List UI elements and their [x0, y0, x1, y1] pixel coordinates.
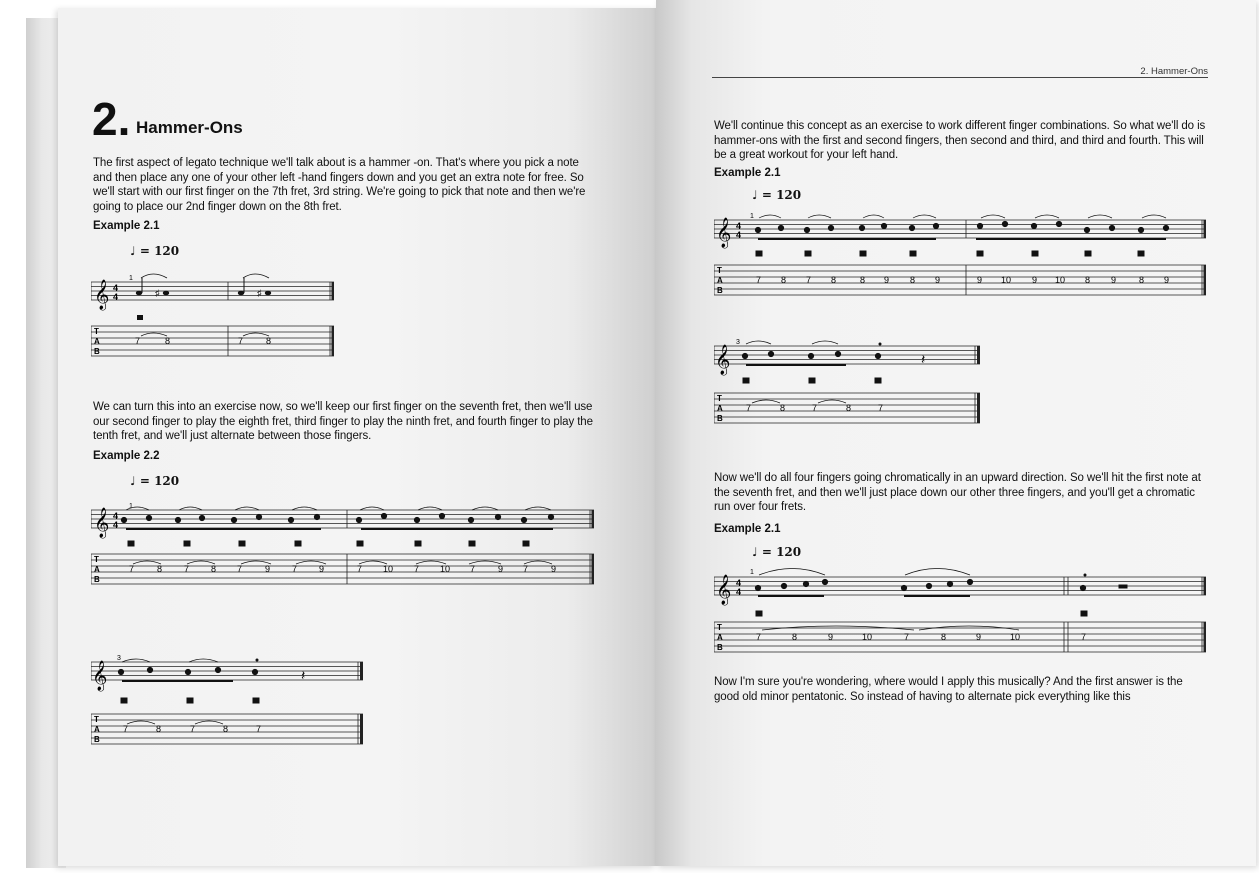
tab-number: 8	[910, 275, 916, 285]
tab-number: 10	[1001, 275, 1012, 285]
svg-text:A: A	[717, 404, 723, 413]
tab-number: 9	[1111, 275, 1117, 285]
tab-number: 8	[831, 275, 837, 285]
example-label: Example 2.2	[93, 450, 160, 462]
svg-text:♯: ♯	[155, 288, 160, 298]
notation-example-b	[91, 498, 601, 608]
tab-number: 8	[223, 724, 229, 734]
tab-number: 9	[935, 275, 941, 285]
tab-number: 10	[383, 564, 394, 574]
tab-number: 7	[756, 275, 762, 285]
svg-text:B: B	[717, 414, 723, 423]
svg-text:T: T	[717, 266, 722, 275]
tab-number: 8	[156, 724, 162, 734]
tab-number: 9	[498, 564, 504, 574]
tab-number: 8	[266, 336, 272, 346]
svg-text:A: A	[94, 565, 100, 574]
tab-number: 9	[1164, 275, 1170, 285]
exercise-paragraph: We can turn this into an exercise now, so we'll keep our first finger on the seventh fret, then we'll use our second finger to play the eighth fret, third finger to play the ninth fret, and fourth finger to play the tenth fret, and we'll just alternate between those fingers.	[93, 401, 593, 442]
notation-example-c-measure-3	[714, 332, 984, 442]
tab-number: 7	[756, 632, 762, 642]
tab-number: 7	[470, 564, 476, 574]
tab-number: 8	[1139, 275, 1145, 285]
running-header: 2. Hammer-Ons	[1140, 66, 1208, 77]
measure-number: 3	[736, 339, 740, 346]
svg-text:T: T	[94, 715, 99, 724]
tempo-marking: ♩ = 120	[752, 188, 802, 202]
example-label: Example 2.1	[714, 167, 781, 179]
example-label: Example 2.1	[93, 220, 160, 232]
tab-number: 7	[292, 564, 298, 574]
tab-number: 10	[440, 564, 451, 574]
tab-number: 7	[1081, 632, 1087, 642]
tab-number: 7	[878, 403, 884, 413]
tab-number: 9	[265, 564, 271, 574]
measure-number: 3	[117, 655, 121, 662]
svg-text:4: 4	[736, 587, 742, 597]
tab-number: 8	[941, 632, 947, 642]
chapter-title: Hammer-Ons	[136, 118, 243, 137]
tab-number: 7	[904, 632, 910, 642]
notation-example-d	[714, 564, 1210, 668]
notation-example-a	[91, 270, 341, 380]
notation-example-b-measure-3	[91, 644, 371, 762]
tab-number: 7	[237, 564, 243, 574]
svg-text:B: B	[94, 735, 100, 744]
svg-text:T: T	[94, 327, 99, 336]
pentatonic-paragraph: Now I'm sure you're wondering, where would I apply this musically? And the first answer is the good old minor pentatonic. So instead of having to alternate pick everything like this	[714, 676, 1183, 703]
tempo-marking: ♩ = 120	[752, 545, 802, 559]
measure-number: 1	[750, 213, 754, 220]
svg-text:T: T	[717, 394, 722, 403]
tab-number: 10	[1055, 275, 1066, 285]
svg-text:𝄽: 𝄽	[921, 351, 926, 367]
svg-text:4: 4	[113, 511, 119, 521]
tab-number: 8	[157, 564, 163, 574]
svg-text:A: A	[94, 337, 100, 346]
measure-number: 1	[750, 569, 754, 576]
treble-clef-icon: 𝄞	[92, 660, 108, 690]
svg-text:B: B	[94, 575, 100, 584]
treble-clef-icon: 𝄞	[716, 217, 732, 247]
svg-text:T: T	[717, 623, 722, 632]
tab-number: 8	[781, 275, 787, 285]
header-rule	[712, 77, 1208, 78]
tab-number: 7	[256, 724, 262, 734]
svg-text:T: T	[94, 555, 99, 564]
svg-text:♯: ♯	[257, 288, 262, 298]
left-page	[58, 8, 656, 866]
notation-example-c	[714, 208, 1210, 310]
intro-paragraph: We'll continue this concept as an exercise to work different finger combinations. So what we'll do is hammer-ons with the first and second fingers, then second and third, and third and fourth. This will be a great workout for your left hand.	[714, 120, 1206, 161]
measure-number: 1	[129, 275, 133, 282]
tab-number: 9	[977, 275, 983, 285]
right-page	[656, 0, 1256, 866]
svg-text:4: 4	[113, 283, 119, 293]
svg-text:4: 4	[113, 520, 119, 530]
svg-text:A: A	[717, 633, 723, 642]
tab-number: 8	[860, 275, 866, 285]
tab-number: 8	[165, 336, 171, 346]
svg-text:A: A	[94, 725, 100, 734]
tab-number: 8	[780, 403, 786, 413]
measure-number: 1	[129, 503, 133, 510]
treble-clef-icon: 𝄞	[716, 574, 732, 604]
tab-number: 9	[319, 564, 325, 574]
tab-number: 9	[551, 564, 557, 574]
tab-number: 9	[884, 275, 890, 285]
tab-number: 10	[862, 632, 873, 642]
tab-number: 7	[806, 275, 812, 285]
tab-number: 7	[746, 403, 752, 413]
tab-number: 8	[846, 403, 852, 413]
chromatic-paragraph: Now we'll do all four fingers going chromatically in an upward direction. So we'll hit the first note at the seventh fret, and then we'll just place down our other three fingers, and you'll get a chromatic run over four frets.	[714, 472, 1201, 513]
tempo-marking: ♩ = 120	[130, 244, 180, 258]
tab-number: 9	[976, 632, 982, 642]
svg-text:B: B	[94, 347, 100, 356]
svg-text:4: 4	[113, 292, 119, 302]
svg-text:4: 4	[736, 578, 742, 588]
example-label: Example 2.1	[714, 523, 781, 535]
tab-number: 7	[523, 564, 529, 574]
svg-text:B: B	[717, 643, 723, 652]
svg-text:B: B	[717, 286, 723, 295]
tab-number: 9	[828, 632, 834, 642]
tab-number: 7	[190, 724, 196, 734]
tab-number: 7	[123, 724, 129, 734]
tab-number: 8	[211, 564, 217, 574]
tab-number: 7	[414, 564, 420, 574]
svg-text:𝄽: 𝄽	[301, 667, 306, 683]
treble-clef-icon: 𝄞	[94, 507, 110, 537]
treble-clef-icon: 𝄞	[715, 344, 731, 374]
tab-number: 10	[1010, 632, 1021, 642]
tab-number: 9	[1032, 275, 1038, 285]
tab-number: 7	[238, 336, 244, 346]
svg-text:A: A	[717, 276, 723, 285]
intro-paragraph: The first aspect of legato technique we'll talk about is a hammer -on. That's where you pick a note and then place any one of your other left -hand fingers down and you get an extra note for free. So we'll start with our first finger on the 7th fret, 3rd string. We're going to pick that note and then we're going to place our 2nd finger down on the 8th fret.	[93, 157, 586, 213]
tab-number: 7	[129, 564, 135, 574]
tab-number: 7	[184, 564, 190, 574]
tab-number: 8	[1085, 275, 1091, 285]
svg-text:4: 4	[736, 230, 742, 240]
svg-text:4: 4	[736, 221, 742, 231]
chapter-number: 2.	[92, 93, 131, 145]
tab-number: 8	[792, 632, 798, 642]
tab-number: 7	[357, 564, 363, 574]
tab-number: 7	[812, 403, 818, 413]
tab-number: 7	[135, 336, 141, 346]
treble-clef-icon: 𝄞	[94, 279, 110, 309]
tempo-marking: ♩ = 120	[130, 474, 180, 488]
